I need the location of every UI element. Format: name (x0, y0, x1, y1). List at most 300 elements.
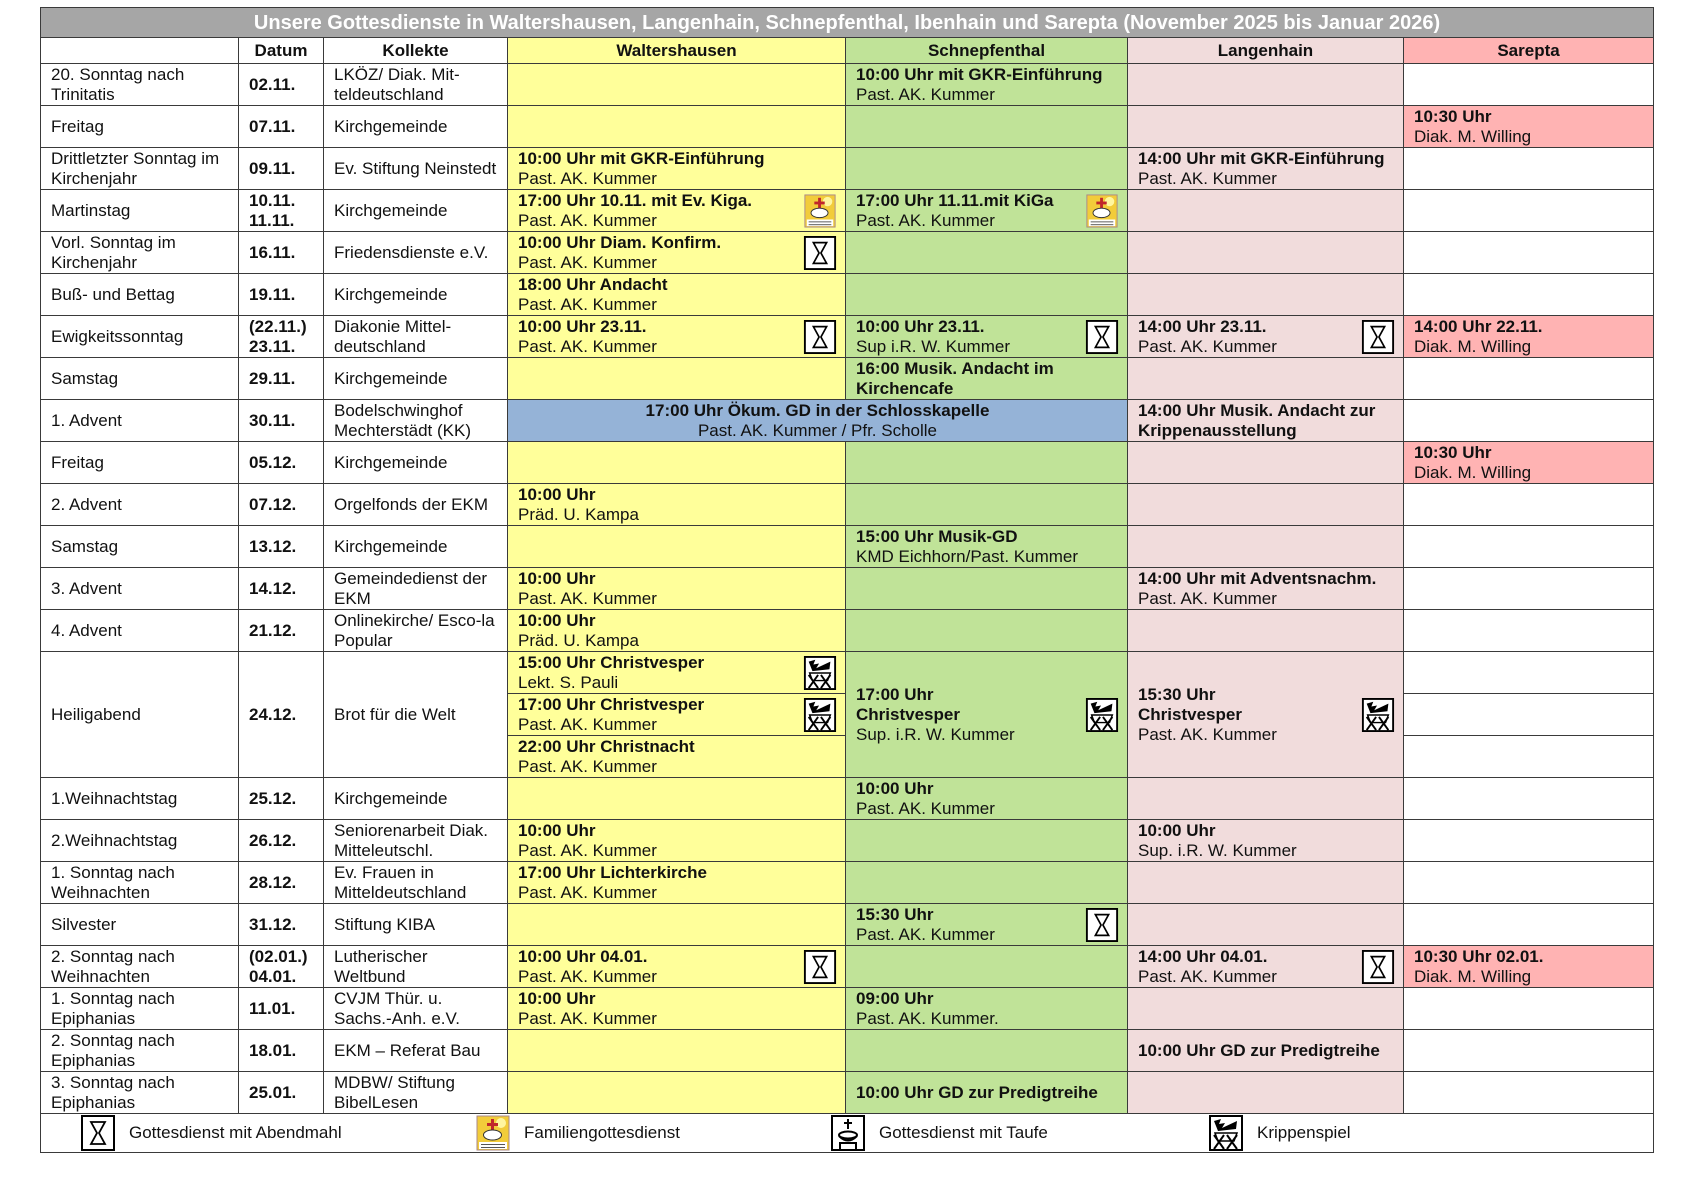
cell-langenhain (1128, 652, 1404, 778)
communion-chalice-icon (1085, 320, 1119, 354)
cell-langenhain (1128, 232, 1404, 274)
table-row (41, 610, 1654, 652)
cell-waltershausen (508, 316, 846, 358)
table-row (41, 358, 1654, 400)
cell-sarepta (1404, 946, 1654, 988)
sunday-name: Samstag (41, 358, 239, 400)
service-time: Christvesper (1138, 704, 1242, 724)
cell-schnepfenthal (846, 106, 1128, 148)
cell-schnepfenthal (846, 148, 1128, 190)
sunday-name: 1. Advent (41, 400, 239, 442)
nativity-play-icon (1209, 1115, 1243, 1151)
sunday-name: 2.Weihnachtstag (41, 820, 239, 862)
service-time: 09:00 Uhr (856, 988, 934, 1008)
cell-waltershausen (508, 862, 846, 904)
cell-langenhain (1128, 358, 1404, 400)
service-leader: Sup. i.R. W. Kummer (856, 724, 1015, 744)
service-time: 17:00 Uhr Lichterkirche (518, 862, 707, 882)
nativity-play-icon (1361, 698, 1395, 732)
service-date: 25.01. (239, 1072, 324, 1114)
header-schnepfenthal: Schnepfenthal (846, 38, 1128, 64)
service-time: 10:00 Uhr (518, 484, 596, 504)
table-row (41, 526, 1654, 568)
cell-langenhain (1128, 946, 1404, 988)
baptism-font-icon (831, 1115, 865, 1151)
cell-schnepfenthal (846, 1030, 1128, 1072)
sunday-name: Martinstag (41, 190, 239, 232)
service-leader: Past. AK. Kummer (856, 798, 995, 818)
collection: Kirchgemeinde (324, 778, 508, 820)
service-leader: Past. AK. Kummer (1138, 966, 1277, 986)
cell-sarepta (1404, 400, 1654, 442)
service-leader: Past. AK. Kummer (518, 168, 657, 188)
service-leader: Past. AK. Kummer (1138, 336, 1277, 356)
collection: LKÖZ/ Diak. Mit-teldeutschland (324, 64, 508, 106)
service-date: 28.12. (239, 862, 324, 904)
cell-sarepta (1404, 988, 1654, 1030)
service-date: 07.12. (239, 484, 324, 526)
service-leader: Past. AK. Kummer (518, 1008, 657, 1028)
communion-chalice-icon (1361, 950, 1395, 984)
nativity-play-icon (803, 698, 837, 732)
cell-sarepta (1404, 1072, 1654, 1114)
service-time: 14:00 Uhr Musik. Andacht zur Krippenausstellung (1138, 400, 1376, 440)
cell-schnepfenthal (846, 652, 1128, 778)
service-leader: Präd. U. Kampa (518, 630, 639, 650)
service-leader: Past. AK. Kummer (518, 840, 657, 860)
cell-sarepta (1404, 106, 1654, 148)
service-leader: Diak. M. Willing (1414, 462, 1532, 482)
service-time: 10:00 Uhr 23.11. (518, 316, 647, 336)
cell-waltershausen (508, 148, 846, 190)
sunday-name: 2. Advent (41, 484, 239, 526)
collection: EKM – Referat Bau (324, 1030, 508, 1072)
service-time: 15:30 Uhr (856, 904, 934, 924)
legend (41, 1114, 1654, 1153)
table-row (41, 904, 1654, 946)
table-row (41, 442, 1654, 484)
service-time: 22:00 Uhr Christnacht (518, 736, 695, 756)
nativity-play-icon (1085, 698, 1119, 732)
table-header (41, 38, 1654, 64)
sunday-name: Vorl. Sonntag im Kirchenjahr (41, 232, 239, 274)
service-leader: Past. AK. Kummer (1138, 588, 1277, 608)
service-time: 17:00 Uhr 11.11.mit KiGa (856, 190, 1054, 210)
service-date: 09.11. (239, 148, 324, 190)
table-row (41, 1030, 1654, 1072)
service-leader: Lekt. S. Pauli (518, 672, 619, 692)
service-time: 17:00 Uhr Christvesper (518, 694, 705, 714)
cell-langenhain (1128, 526, 1404, 568)
service-date: 14.12. (239, 568, 324, 610)
cell-sarepta (1404, 190, 1654, 232)
collection: Orgelfonds der EKM (324, 484, 508, 526)
cell-sarepta (1404, 526, 1654, 568)
collection: Gemeindedienst der EKM (324, 568, 508, 610)
cell-sarepta (1404, 820, 1654, 862)
ecumenical-service (508, 400, 1128, 442)
collection: Kirchgemeinde (324, 526, 508, 568)
sunday-name: Buß- und Bettag (41, 274, 239, 316)
sunday-name: Silvester (41, 904, 239, 946)
service-time: 10:00 Uhr (518, 820, 596, 840)
cell-schnepfenthal (846, 358, 1128, 400)
collection: Onlinekirche/ Esco-la Popular (324, 610, 508, 652)
service-time: 15:00 Uhr Musik-GD (856, 526, 1018, 546)
table-row (41, 820, 1654, 862)
sunday-name: Samstag (41, 526, 239, 568)
sunday-name: 4. Advent (41, 610, 239, 652)
service-time: 15:30 Uhr (1138, 684, 1216, 704)
table-row (41, 652, 1654, 694)
collection: CVJM Thür. u. Sachs.-Anh. e.V. (324, 988, 508, 1030)
cell-sarepta (1404, 862, 1654, 904)
cell-waltershausen (508, 610, 846, 652)
communion-chalice-icon (803, 950, 837, 984)
cell-waltershausen (508, 484, 846, 526)
nativity-play-icon (1209, 1115, 1243, 1151)
service-leader: Past. AK. Kummer (518, 588, 657, 608)
service-leader: Past. AK. Kummer (518, 966, 657, 986)
service-leader: Sup. i.R. W. Kummer (1138, 840, 1297, 860)
cell-sarepta (1404, 904, 1654, 946)
table-row (41, 484, 1654, 526)
cell-sarepta (1404, 652, 1654, 694)
cell-sarepta (1404, 148, 1654, 190)
communion-chalice-icon (803, 320, 837, 354)
legend-label: Krippenspiel (1257, 1123, 1351, 1142)
service-leader: Präd. U. Kampa (518, 504, 639, 524)
cell-langenhain (1128, 64, 1404, 106)
service-date: 05.12. (239, 442, 324, 484)
service-leader: Past. AK. Kummer (518, 336, 657, 356)
service-time: 10:00 Uhr mit GKR-Einführung (856, 64, 1103, 84)
service-date: 13.12. (239, 526, 324, 568)
sunday-name: 3. Advent (41, 568, 239, 610)
service-time: 17:00 Uhr (856, 684, 934, 704)
cell-waltershausen (508, 442, 846, 484)
service-date: 29.11. (239, 358, 324, 400)
nativity-play-icon (803, 656, 837, 690)
service-date: (02.01.) 04.01. (239, 946, 324, 988)
sunday-name: Drittletzter Sonntag im Kirchenjahr (41, 148, 239, 190)
header-datum: Datum (239, 38, 324, 64)
cell-waltershausen (508, 568, 846, 610)
nativity-play-icon (803, 698, 837, 732)
collection: Kirchgemeinde (324, 358, 508, 400)
service-time: 17:00 Uhr 10.11. mit Ev. Kiga. (518, 190, 753, 210)
table-row (41, 316, 1654, 358)
cell-waltershausen (508, 946, 846, 988)
legend-item (831, 1115, 1048, 1151)
cell-langenhain (1128, 274, 1404, 316)
collection: Seniorenarbeit Diak. Mitteleutschl. (324, 820, 508, 862)
sunday-name: Heiligabend (41, 652, 239, 778)
sunday-name: 3. Sonntag nach Epiphanias (41, 1072, 239, 1114)
cell-langenhain (1128, 988, 1404, 1030)
communion-chalice-icon (803, 236, 837, 270)
collection: Diakonie Mittel-deutschland (324, 316, 508, 358)
cell-langenhain (1128, 190, 1404, 232)
service-time: 14:00 Uhr 22.11. (1414, 316, 1543, 336)
service-time: 14:00 Uhr mit Adventsnachm. (1138, 568, 1377, 588)
communion-chalice-icon (81, 1115, 115, 1151)
service-leader: Diak. M. Willing (1414, 966, 1532, 986)
nativity-play-icon (1085, 698, 1119, 732)
service-leader: Past. AK. Kummer (1138, 168, 1277, 188)
legend-item (81, 1115, 342, 1151)
table-row (41, 148, 1654, 190)
service-leader: Past. AK. Kummer (1138, 724, 1277, 744)
service-time: 15:00 Uhr Christvesper (518, 652, 705, 672)
communion-chalice-icon (1085, 320, 1119, 354)
table-row (41, 232, 1654, 274)
service-schedule-table (40, 7, 1654, 1153)
service-time: 10:00 Uhr (518, 568, 596, 588)
cell-langenhain (1128, 442, 1404, 484)
cell-sarepta (1404, 64, 1654, 106)
service-time: 10:00 Uhr GD zur Predigtreihe (1138, 1040, 1380, 1060)
service-time: 10:30 Uhr (1414, 442, 1492, 462)
service-time: 10:00 Uhr (856, 778, 934, 798)
cell-waltershausen (508, 652, 846, 694)
collection: Brot für die Welt (324, 652, 508, 778)
cell-langenhain (1128, 568, 1404, 610)
collection: Kirchgemeinde (324, 274, 508, 316)
table-row (41, 778, 1654, 820)
service-date: 16.11. (239, 232, 324, 274)
nativity-play-icon (803, 656, 837, 690)
cell-waltershausen (508, 106, 846, 148)
cell-langenhain (1128, 106, 1404, 148)
sunday-name: 1. Sonntag nach Epiphanias (41, 988, 239, 1030)
cell-waltershausen (508, 190, 846, 232)
service-leader: Past. AK. Kummer (856, 924, 995, 944)
legend-item (476, 1115, 680, 1151)
family-service-icon (1085, 194, 1119, 228)
table-row (41, 862, 1654, 904)
service-leader: Past. AK. Kummer (856, 210, 995, 230)
sunday-name: 1.Weihnachtstag (41, 778, 239, 820)
family-service-icon (1085, 194, 1119, 228)
service-leader: Past. AK. Kummer (518, 210, 657, 230)
cell-waltershausen (508, 64, 846, 106)
cell-schnepfenthal (846, 274, 1128, 316)
cell-sarepta (1404, 232, 1654, 274)
collection: Kirchgemeinde (324, 442, 508, 484)
header-waltershausen: Waltershausen (508, 38, 846, 64)
sunday-name: Freitag (41, 106, 239, 148)
cell-schnepfenthal (846, 442, 1128, 484)
table-row (41, 106, 1654, 148)
cell-schnepfenthal (846, 778, 1128, 820)
sunday-name: 2. Sonntag nach Weihnachten (41, 946, 239, 988)
service-time: 10:00 Uhr 04.01. (518, 946, 648, 966)
cell-schnepfenthal (846, 484, 1128, 526)
cell-schnepfenthal (846, 610, 1128, 652)
service-date: 19.11. (239, 274, 324, 316)
service-time: 10:30 Uhr 02.01. (1414, 946, 1544, 966)
sunday-name: Freitag (41, 442, 239, 484)
service-date: 30.11. (239, 400, 324, 442)
service-time: 10:00 Uhr mit GKR-Einführung (518, 148, 765, 168)
cell-waltershausen (508, 232, 846, 274)
service-leader: Past. AK. Kummer (518, 756, 657, 776)
service-date: 11.01. (239, 988, 324, 1030)
cell-sarepta (1404, 1030, 1654, 1072)
collection: Bodelschwinghof Mechterstädt (KK) (324, 400, 508, 442)
cell-waltershausen (508, 736, 846, 778)
communion-chalice-icon (803, 950, 837, 984)
cell-sarepta (1404, 736, 1654, 778)
cell-schnepfenthal (846, 820, 1128, 862)
cell-sarepta (1404, 610, 1654, 652)
collection: Stiftung KIBA (324, 904, 508, 946)
service-date: (22.11.) 23.11. (239, 316, 324, 358)
family-service-icon (803, 194, 837, 228)
service-schedule-sheet (40, 7, 1653, 1153)
collection: Friedensdienste e.V. (324, 232, 508, 274)
collection: MDBW/ Stiftung BibelLesen (324, 1072, 508, 1114)
table-row (41, 190, 1654, 232)
cell-sarepta (1404, 442, 1654, 484)
cell-waltershausen (508, 694, 846, 736)
cell-langenhain (1128, 820, 1404, 862)
sunday-name: Ewigkeitssonntag (41, 316, 239, 358)
cell-sarepta (1404, 484, 1654, 526)
legend-cell (41, 1114, 1654, 1153)
service-leader: Diak. M. Willing (1414, 336, 1532, 356)
service-leader: Diak. M. Willing (1414, 126, 1532, 146)
service-date: 02.11. (239, 64, 324, 106)
table-row (41, 64, 1654, 106)
cell-schnepfenthal (846, 988, 1128, 1030)
legend-label: Gottesdienst mit Taufe (879, 1123, 1048, 1142)
service-leader: Past. AK. Kummer. (856, 1008, 999, 1028)
legend-label: Gottesdienst mit Abendmahl (129, 1123, 342, 1142)
service-date: 07.11. (239, 106, 324, 148)
cell-langenhain (1128, 148, 1404, 190)
service-time: 10:00 Uhr (518, 988, 596, 1008)
service-time: 14:00 Uhr 23.11. (1138, 316, 1267, 336)
cell-waltershausen (508, 988, 846, 1030)
collection: Lutherischer Weltbund (324, 946, 508, 988)
service-time: 10:00 Uhr Diam. Konfirm. (518, 232, 722, 252)
service-time: 17:00 Uhr Ökum. GD in der Schlosskapelle (645, 400, 990, 420)
cell-schnepfenthal (846, 904, 1128, 946)
table-row (41, 274, 1654, 316)
service-date: 26.12. (239, 820, 324, 862)
cell-langenhain (1128, 316, 1404, 358)
header-sonntag (41, 38, 239, 64)
sunday-name: 2. Sonntag nach Epiphanias (41, 1030, 239, 1072)
table-row (41, 988, 1654, 1030)
service-leader: Past. AK. Kummer (518, 294, 657, 314)
service-time: 14:00 Uhr 04.01. (1138, 946, 1268, 966)
service-time: Christvesper (856, 704, 960, 724)
cell-schnepfenthal (846, 316, 1128, 358)
legend-label: Familiengottesdienst (524, 1123, 680, 1142)
cell-schnepfenthal (846, 526, 1128, 568)
family-service-icon (803, 194, 837, 228)
cell-sarepta (1404, 568, 1654, 610)
communion-chalice-icon (1361, 320, 1395, 354)
cell-langenhain (1128, 1030, 1404, 1072)
service-time: 18:00 Uhr Andacht (518, 274, 668, 294)
table-row (41, 1072, 1654, 1114)
service-leader: Past. AK. Kummer / Pfr. Scholle (697, 420, 938, 440)
service-leader: Past. AK. Kummer (518, 714, 657, 734)
communion-chalice-icon (1361, 320, 1395, 354)
communion-chalice-icon (1085, 908, 1119, 942)
sunday-name: 20. Sonntag nach Trinitatis (41, 64, 239, 106)
service-date: 31.12. (239, 904, 324, 946)
service-time: 10:00 Uhr (1138, 820, 1216, 840)
cell-schnepfenthal (846, 1072, 1128, 1114)
service-leader: KMD Eichhorn/Past. Kummer (856, 546, 1079, 566)
header-langenhain: Langenhain (1128, 38, 1404, 64)
service-date: 18.01. (239, 1030, 324, 1072)
collection: Kirchgemeinde (324, 106, 508, 148)
header-sarepta: Sarepta (1404, 38, 1654, 64)
communion-chalice-icon (803, 236, 837, 270)
communion-chalice-icon (81, 1115, 115, 1151)
nativity-play-icon (1361, 698, 1395, 732)
cell-schnepfenthal (846, 190, 1128, 232)
cell-waltershausen (508, 820, 846, 862)
cell-langenhain (1128, 778, 1404, 820)
cell-waltershausen (508, 904, 846, 946)
cell-sarepta (1404, 778, 1654, 820)
cell-langenhain (1128, 904, 1404, 946)
table-row (41, 568, 1654, 610)
cell-waltershausen (508, 778, 846, 820)
service-leader: Past. AK. Kummer (518, 252, 657, 272)
service-date: 10.11. 11.11. (239, 190, 324, 232)
cell-langenhain (1128, 400, 1404, 442)
service-leader: Sup i.R. W. Kummer (856, 336, 1010, 356)
service-date: 21.12. (239, 610, 324, 652)
cell-waltershausen (508, 1072, 846, 1114)
communion-chalice-icon (1085, 908, 1119, 942)
service-date: 24.12. (239, 652, 324, 778)
service-time: 10:00 Uhr GD zur Predigtreihe (856, 1082, 1098, 1102)
cell-waltershausen (508, 358, 846, 400)
communion-chalice-icon (803, 320, 837, 354)
service-time: 10:00 Uhr 23.11. (856, 316, 985, 336)
collection: Ev. Frauen in Mitteldeutschland (324, 862, 508, 904)
cell-schnepfenthal (846, 946, 1128, 988)
service-leader: Past. AK. Kummer (518, 882, 657, 902)
cell-langenhain (1128, 862, 1404, 904)
cell-waltershausen (508, 526, 846, 568)
cell-sarepta (1404, 358, 1654, 400)
cell-schnepfenthal (846, 64, 1128, 106)
collection: Ev. Stiftung Neinstedt (324, 148, 508, 190)
family-service-icon (476, 1115, 510, 1151)
collection: Kirchgemeinde (324, 190, 508, 232)
header-kollekte: Kollekte (324, 38, 508, 64)
service-time: 14:00 Uhr mit GKR-Einführung (1138, 148, 1385, 168)
baptism-font-icon (831, 1115, 865, 1151)
cell-schnepfenthal (846, 568, 1128, 610)
cell-waltershausen (508, 1030, 846, 1072)
family-service-icon (476, 1115, 510, 1151)
service-date: 25.12. (239, 778, 324, 820)
table-row (41, 946, 1654, 988)
cell-sarepta (1404, 316, 1654, 358)
cell-langenhain (1128, 610, 1404, 652)
